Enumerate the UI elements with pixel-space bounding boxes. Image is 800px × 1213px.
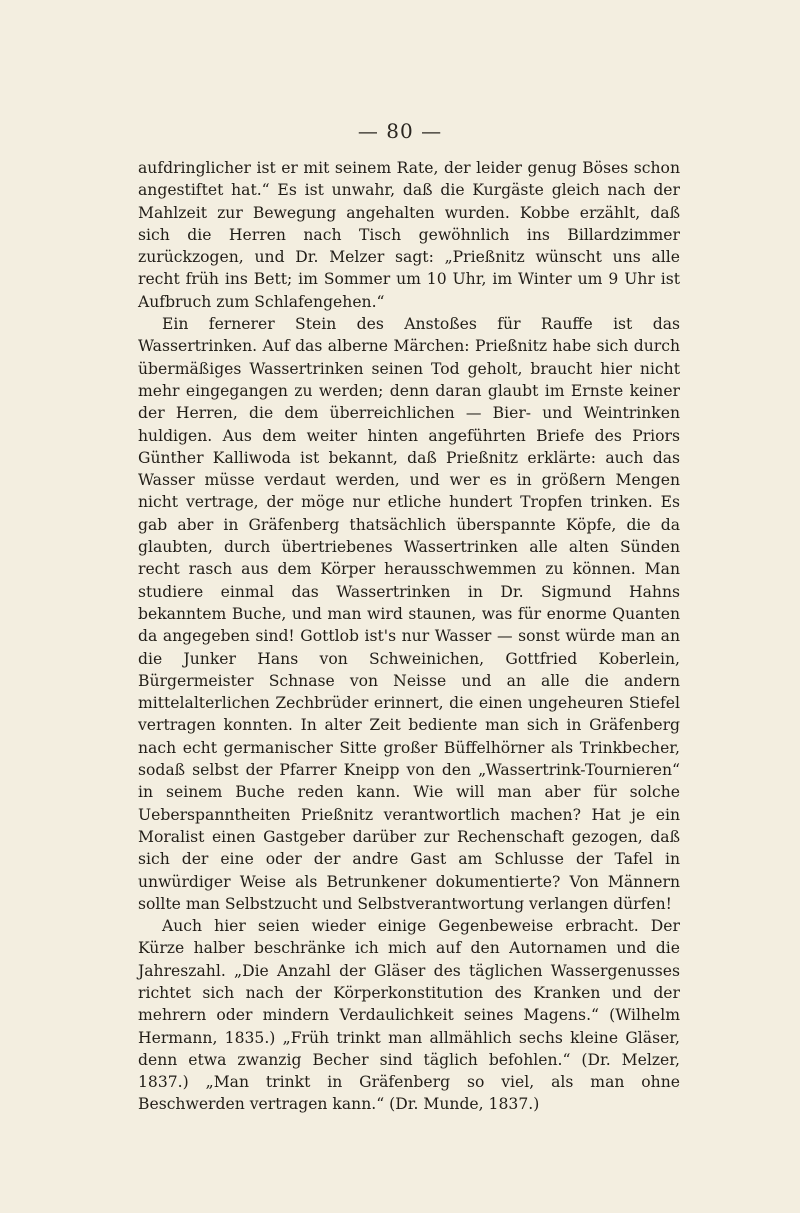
page-number: — 80 — <box>357 119 443 143</box>
paragraph-3: Auch hier seien wieder einige Gegenbeweise erbracht. Der Kürze halber beschränke ich mich auf den Autornamen und die Jahreszahl. „Die Anzahl der Gläser des täglichen Wassergenusses richtet sich nach der Körperkonstitution des Kranken und der mehrern oder mindern Verdaulichkeit seines Magens.“ (Wilhelm Hermann, 1835.) „Früh trinkt man allmählich sechs kleine Gläser, denn etwa zwanzig Becher sind täglich befohlen.“ (Dr. Melzer, 1837.) „Man trinkt in Gräfenberg so viel, als man ohne Beschwerden vertragen kann.“ (Dr. Munde, 1837.) <box>138 917 680 1114</box>
paragraph-1: aufdringlicher ist er mit seinem Rate, der leider genug Böses schon angestiftet hat.“ Es ist unwahr, daß die Kurgäste gleich nach der Mahlzeit zur Bewegung angehalten wurden. Kobbe erzählt, daß sich die Herren nach Tisch gewöhnlich ins Billardzimmer zurückzogen, und Dr. Melzer sagt: „Prießnitz wünscht uns alle recht früh ins Bett; im Sommer um 10 Uhr, im Winter um 9 Uhr ist Aufbruch zum Schlafengehen.“ <box>138 159 680 311</box>
body-text <box>138 157 680 1116</box>
paragraph-2: Ein fernerer Stein des Anstoßes für Rauffe ist das Wassertrinken. Auf das alberne Märchen: Prießnitz habe sich durch übermäßiges Wassertrinken seinen Tod geholt, braucht hier nicht mehr eingegangen zu werden; denn daran glaubt im Ernste keiner der Herren, die dem überreichlichen — Bier- und Weintrinken huldigen. Aus dem weiter hinten angeführten Briefe des Priors Günther Kalliwoda ist bekannt, daß Prießnitz erklärte: auch das Wasser müsse verdaut werden, und wer es in größern Mengen nicht vertrage, der möge nur etliche hundert Tropfen trinken. Es gab aber in Gräfenberg thatsächlich überspannte Köpfe, die da glaubten, durch übertriebenes Wassertrinken alle alten Sünden recht rasch aus dem Körper herausschwemmen zu können. Man studiere einmal das Wassertrinken in Dr. Sigmund Hahns bekanntem Buche, und man wird staunen, was für enorme Quanten da angegeben sind! Gottlob ist's nur Wasser — sonst würde man an die Junker Hans von Schweinichen, Gottfried Koberlein, Bürgermeister Schnase von Neisse und an alle die andern mittelalterlichen Zechbrüder erinnert, die einen ungeheuren Stiefel vertragen konnten. In alter Zeit bediente man sich in Gräfenberg nach echt germanischer Sitte großer Büffelhörner als Trinkbecher, sodaß selbst der Pfarrer Kneipp von den „Wassertrink-Tournieren“ in seinem Buche reden kann. Wie will man aber für solche Ueberspanntheiten Prießnitz verantwortlich machen? Hat je ein Moralist einen Gastgeber darüber zur Rechenschaft gezogen, daß sich der eine oder der andre Gast am Schlusse der Tafel in unwürdiger Weise als Betrunkener dokumentierte? Von Männern sollte man Selbstzucht und Selbstverantwortung verlangen dürfen! <box>138 315 680 913</box>
